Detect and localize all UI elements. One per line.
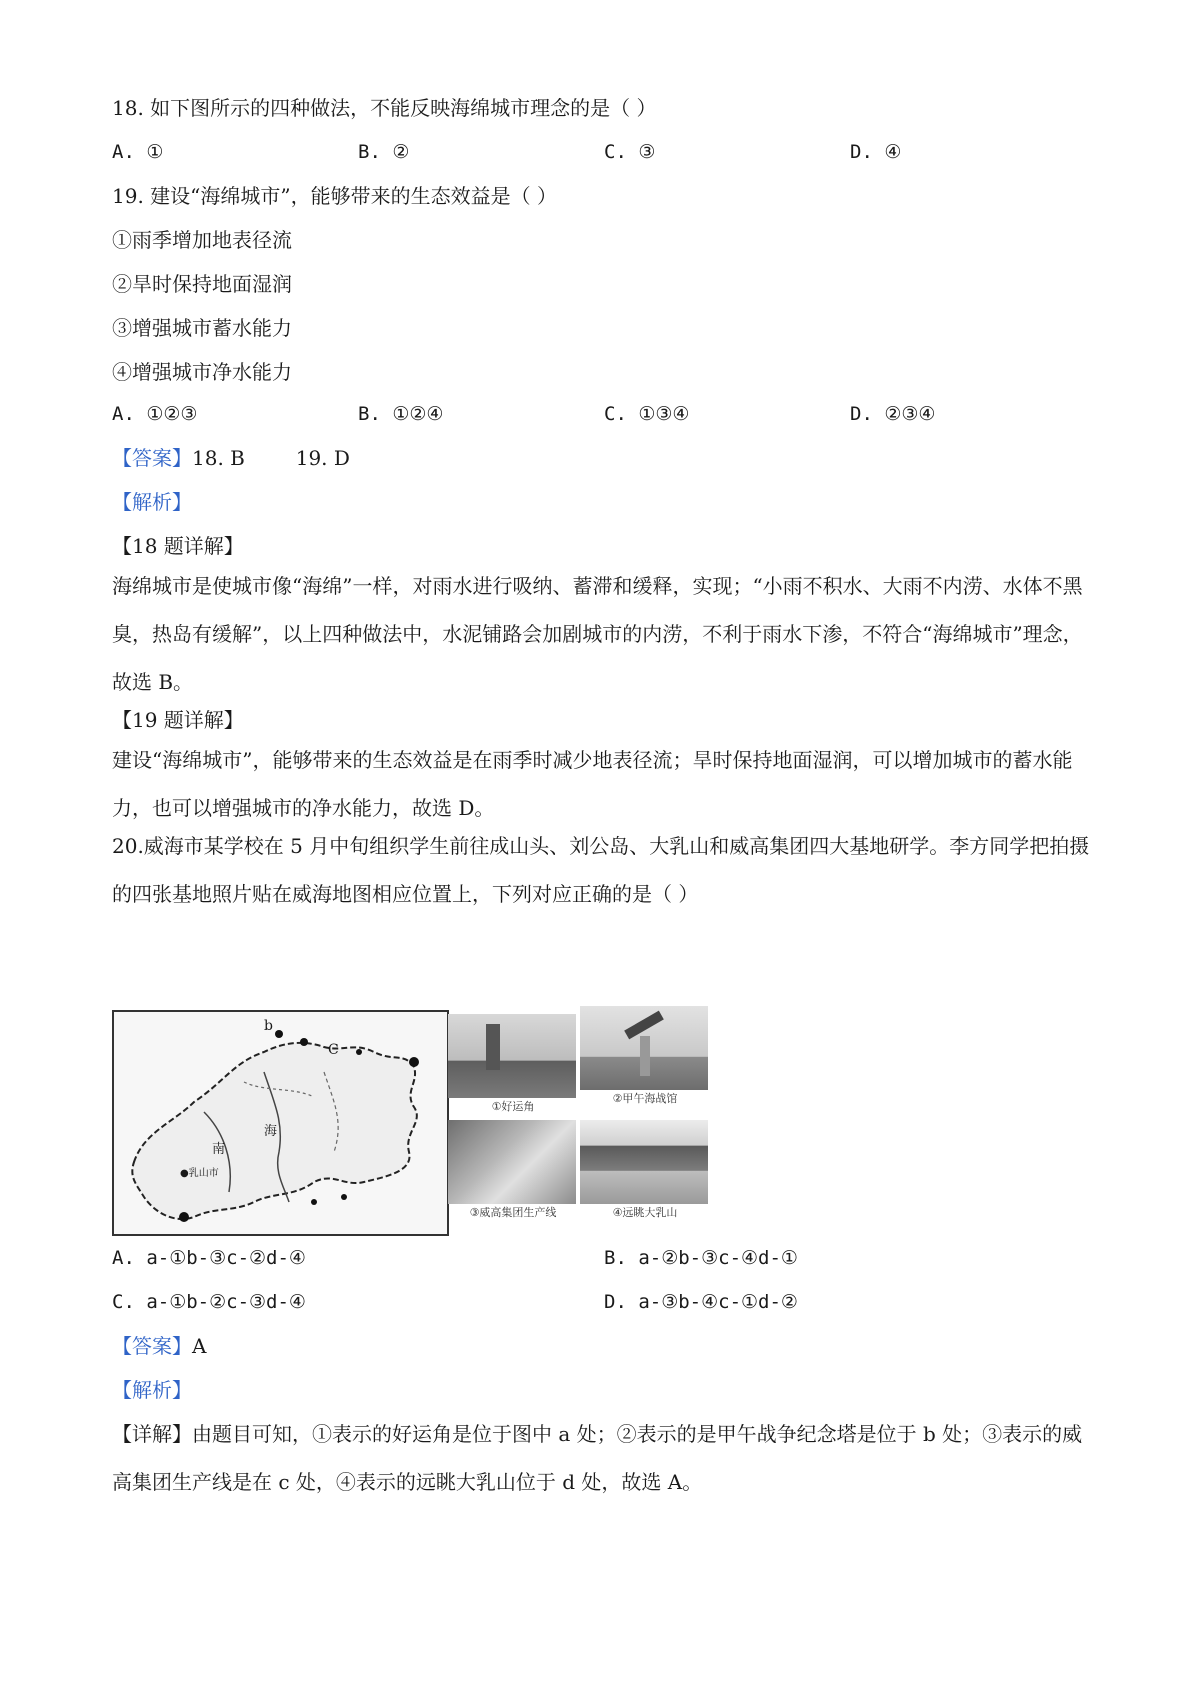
detail-20-block [112,1410,1098,1506]
photo-3-caption: ③威高集团生产线 [469,1206,557,1219]
q19-option-a: A. ①②③ [112,403,198,425]
photo-4-image [580,1120,708,1204]
q19-item-4: ④增强城市净水能力 [112,360,292,384]
q18-option-c: C. ③ [604,141,656,163]
photo-1 [444,1010,582,1126]
analysis-tag: 【解析】 [112,490,192,514]
weihai-map-figure [112,1002,752,1234]
answer-block-1 [112,444,350,472]
photo-1-image [448,1014,576,1098]
q19-option-d: D. ②③④ [850,403,936,425]
q20-option-b: B. a-②b-③c-④d-① [604,1247,798,1269]
detail-20-body: 由题目可知，①表示的好运角是位于图中 a 处；②表示的是甲午战争纪念塔是位于 b 处；③表示的威高集团生产线是在 c 处，④表示的远眺大乳山位于 d 处，故选 A。 [112,1422,1083,1494]
map-label-nan: 南 [212,1142,226,1157]
q18-option-d: D. ④ [850,141,902,163]
answer-block-2 [112,1332,206,1360]
q20-option-a: A. a-①b-③c-②d-④ [112,1247,306,1269]
map-label-b: b [264,1018,273,1034]
question-19-stem: 19. 建设“海绵城市”，能够带来的生态效益是（ ） [112,184,557,208]
photo-4 [576,1116,714,1232]
photo-3 [444,1116,582,1232]
q20-option-c: C. a-①b-②c-③d-④ [112,1291,306,1313]
q20-option-d: D. a-③b-④c-①d-② [604,1291,798,1313]
weihai-map [112,1010,449,1236]
photo-1-caption: ①好运角 [491,1100,535,1113]
analysis-tag-2: 【解析】 [112,1378,192,1402]
detail-19-heading: 【19 题详解】 [112,708,244,732]
q19-item-2: ②旱时保持地面湿润 [112,272,292,296]
question-18-stem: 18. 如下图所示的四种做法，不能反映海绵城市理念的是（ ） [112,96,657,120]
detail-20-heading: 【详解】 [112,1422,192,1446]
q19-option-b: B. ①②④ [358,403,444,425]
q19-item-3: ③增强城市蓄水能力 [112,316,292,340]
q19-item-1: ①雨季增加地表径流 [112,228,292,252]
map-label-hai: 海 [264,1124,278,1139]
answer-tag-2: 【答案】 [112,1334,192,1358]
photo-4-caption: ④远眺大乳山 [612,1206,678,1219]
q18-option-b: B. ② [358,141,410,163]
detail-18-body: 海绵城市是使城市像“海绵”一样，对雨水进行吸纳、蓄滞和缓释，实现；“小雨不积水、大雨不内涝、水体不黑臭，热岛有缓解”，以上四种做法中，水泥铺路会加剧城市的内涝，不利于雨水下渗，不符合“海绵城市”理念，故选 B。 [112,574,1083,694]
photo-2 [576,1002,714,1118]
detail-18-heading: 【18 题详解】 [112,534,244,558]
photo-2-image [580,1006,708,1090]
q19-option-c: C. ①③④ [604,403,690,425]
answer-value-2: A [192,1334,207,1358]
question-20-stem: 20.威海市某学校在 5 月中旬组织学生前往成山头、刘公岛、大乳山和威高集团四大基地研学。李方同学把拍摄的四张基地照片贴在威海地图相应位置上，下列对应正确的是（ ） [112,834,1090,906]
answer-value: 18. B 19. D [192,446,350,470]
q18-option-a: A. ① [112,141,164,163]
map-label-c: C [328,1042,339,1058]
coastline-map-graphic [114,1012,447,1234]
map-label-rushan: ●乳山市 [180,1168,219,1179]
photo-2-caption: ②甲午海战馆 [612,1092,678,1105]
detail-19-body: 建设“海绵城市”，能够带来的生态效益是在雨季时减少地表径流；旱时保持地面湿润，可以增加城市的蓄水能力，也可以增强城市的净水能力，故选 D。 [112,748,1073,820]
photo-3-image [448,1120,576,1204]
answer-tag: 【答案】 [112,446,192,470]
